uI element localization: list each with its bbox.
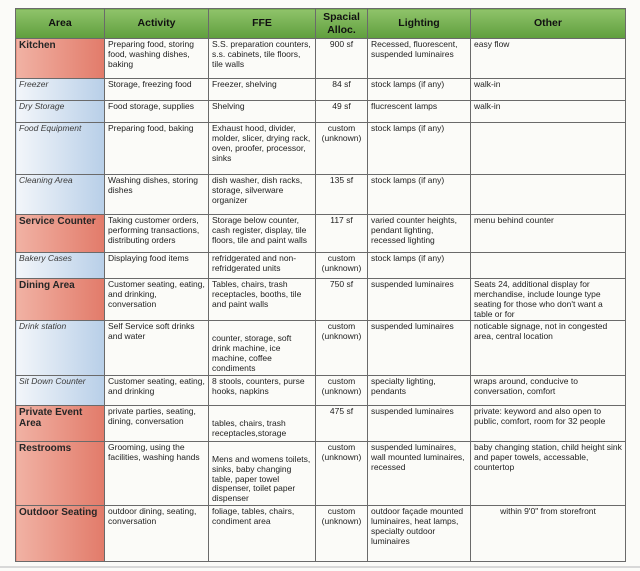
activity-cell: Customer seating, eating, and drinking, conversation <box>105 279 209 321</box>
alloc-cell: 84 sf <box>316 79 368 101</box>
table-row <box>16 215 626 253</box>
area-cell: Private Event Area <box>16 405 105 441</box>
other-cell: Seats 24, additional display for merchandise, include lounge type seating for those who don't want a table or for <box>471 279 626 321</box>
activity-cell: outdoor dining, seating, conversation <box>105 506 209 562</box>
table-row <box>16 321 626 375</box>
other-cell: baby changing station, child height sink and paper towels, accessable, countertop <box>471 441 626 505</box>
activity-cell: Customer seating, eating, and drinking <box>105 375 209 405</box>
area-cell: Service Counter <box>16 215 105 253</box>
alloc-cell: 117 sf <box>316 215 368 253</box>
alloc-cell: 750 sf <box>316 279 368 321</box>
ffe-cell: foliage, tables, chairs, condiment area <box>209 506 316 562</box>
other-cell: private: keyword and also open to public, comfort, room for 32 people <box>471 405 626 441</box>
lighting-cell: suspended luminaires <box>368 279 471 321</box>
alloc-cell: custom (unknown) <box>316 506 368 562</box>
other-cell: walk-in <box>471 79 626 101</box>
alloc-cell: custom (unknown) <box>316 441 368 505</box>
alloc-cell: 49 sf <box>316 101 368 123</box>
lighting-cell: varied counter heights, pendant lighting, recessed lighting <box>368 215 471 253</box>
header-other: Other <box>471 9 626 39</box>
header-area: Area <box>16 9 105 39</box>
program-sheet <box>15 8 625 562</box>
lighting-cell: suspended luminaires, wall mounted luminaires, recessed <box>368 441 471 505</box>
ffe-cell: dish washer, dish racks, storage, silverware organizer <box>209 175 316 215</box>
space-program-table <box>15 8 626 562</box>
lighting-cell: suspended luminaires <box>368 405 471 441</box>
lighting-cell: stock lamps (if any) <box>368 253 471 279</box>
area-cell: Sit Down Counter <box>16 375 105 405</box>
ffe-cell: Freezer, shelving <box>209 79 316 101</box>
ffe-cell: Tables, chairs, trash receptacles, booths, tile and paint walls <box>209 279 316 321</box>
area-cell: Bakery Cases <box>16 253 105 279</box>
scan-edge-line <box>0 566 640 568</box>
header-ffe: FFE <box>209 9 316 39</box>
table-row <box>16 279 626 321</box>
activity-cell: private parties, seating, dining, conversation <box>105 405 209 441</box>
area-cell: Cleaning Area <box>16 175 105 215</box>
table-row <box>16 175 626 215</box>
ffe-cell: 8 stools, counters, purse hooks, napkins <box>209 375 316 405</box>
header-spacial-alloc: Spacial Alloc. <box>316 9 368 39</box>
ffe-cell: Shelving <box>209 101 316 123</box>
activity-cell: Taking customer orders, performing transactions, distributing orders <box>105 215 209 253</box>
lighting-cell: stock lamps (if any) <box>368 175 471 215</box>
header-row <box>16 9 626 39</box>
table-row <box>16 123 626 175</box>
ffe-cell: Storage below counter, cash register, display, tile floors, tile and paint walls <box>209 215 316 253</box>
alloc-cell: 900 sf <box>316 39 368 79</box>
table-row <box>16 375 626 405</box>
alloc-cell: custom (unknown) <box>316 123 368 175</box>
lighting-cell: flucrescent lamps <box>368 101 471 123</box>
ffe-cell: S.S. preparation counters, s.s. cabinets, tile floors, tile walls <box>209 39 316 79</box>
activity-cell: Preparing food, baking <box>105 123 209 175</box>
header-lighting: Lighting <box>368 9 471 39</box>
ffe-text: counter, storage, soft drink machine, ice machine, coffee condiments <box>212 333 292 374</box>
lighting-cell: specialty lighting, pendants <box>368 375 471 405</box>
activity-cell: Self Service soft drinks and water <box>105 321 209 375</box>
area-cell: Kitchen <box>16 39 105 79</box>
table-row <box>16 253 626 279</box>
area-cell: Restrooms <box>16 441 105 505</box>
activity-cell: Storage, freezing food <box>105 79 209 101</box>
activity-cell: Grooming, using the facilities, washing hands <box>105 441 209 505</box>
ffe-cell <box>209 441 316 505</box>
lighting-cell: suspended luminaires <box>368 321 471 375</box>
other-cell <box>471 175 626 215</box>
ffe-cell: Exhaust hood, divider, molder, slicer, drying rack, oven, proofer, processor, sinks <box>209 123 316 175</box>
table-row <box>16 441 626 505</box>
other-cell: wraps around, conducive to conversation, comfort <box>471 375 626 405</box>
activity-cell: Displaying food items <box>105 253 209 279</box>
ffe-cell <box>209 405 316 441</box>
alloc-cell: 135 sf <box>316 175 368 215</box>
table-row <box>16 79 626 101</box>
table-row <box>16 405 626 441</box>
other-cell: walk-in <box>471 101 626 123</box>
lighting-cell: stock lamps (if any) <box>368 123 471 175</box>
lighting-cell: Recessed, fluorescent, suspended luminaires <box>368 39 471 79</box>
other-cell: easy flow <box>471 39 626 79</box>
ffe-text: tables, chairs, trash receptacles,storage <box>212 417 287 438</box>
other-cell <box>471 253 626 279</box>
alloc-cell: custom (unknown) <box>316 253 368 279</box>
lighting-cell: outdoor façade mounted luminaires, heat lamps, specialty outdoor luminaires <box>368 506 471 562</box>
header-activity: Activity <box>105 9 209 39</box>
ffe-text: Mens and womens toilets, sinks, baby changing table, paper towel dispenser, toilet paper dispenser <box>212 453 311 504</box>
table-row <box>16 101 626 123</box>
activity-cell: Washing dishes, storing dishes <box>105 175 209 215</box>
table-row <box>16 39 626 79</box>
area-cell: Freezer <box>16 79 105 101</box>
table-row <box>16 506 626 562</box>
alloc-cell: custom (unknown) <box>316 321 368 375</box>
ffe-cell: refridgerated and non-refridgerated units <box>209 253 316 279</box>
lighting-cell: stock lamps (if any) <box>368 79 471 101</box>
alloc-cell: custom (unknown) <box>316 375 368 405</box>
area-cell: Food Equipment <box>16 123 105 175</box>
activity-cell: Food storage, supplies <box>105 101 209 123</box>
other-cell: within 9'0" from storefront <box>471 506 626 562</box>
other-cell: menu behind counter <box>471 215 626 253</box>
other-cell <box>471 123 626 175</box>
area-cell: Dining Area <box>16 279 105 321</box>
ffe-cell <box>209 321 316 375</box>
other-cell: noticable signage, not in congested area, central location <box>471 321 626 375</box>
area-cell: Drink station <box>16 321 105 375</box>
area-cell: Dry Storage <box>16 101 105 123</box>
area-cell: Outdoor Seating <box>16 506 105 562</box>
alloc-cell: 475 sf <box>316 405 368 441</box>
activity-cell: Preparing food, storing food, washing dishes, baking <box>105 39 209 79</box>
